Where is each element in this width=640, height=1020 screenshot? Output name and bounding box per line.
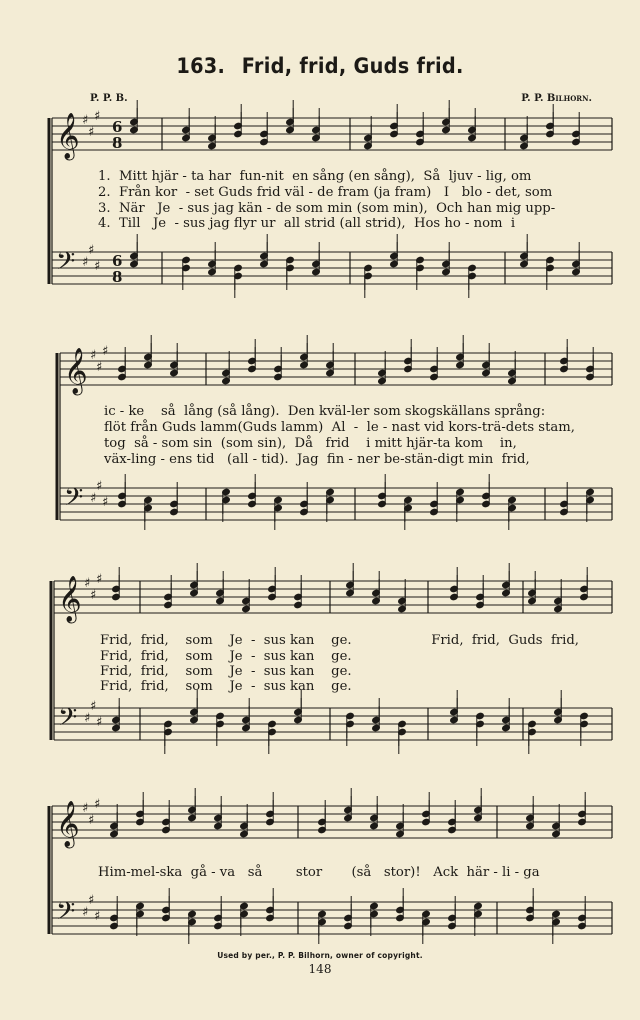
sharp-sign: ♯ — [82, 905, 89, 920]
composer-credit: P. P. Bilhorn. — [521, 93, 592, 104]
treble-clef: 𝄞 — [56, 801, 80, 847]
sharp-sign: ♯ — [102, 495, 109, 510]
lyric-line: 2. Från kor - set Guds frid väl - de fram (ja fram) I blo - det, som — [98, 185, 553, 200]
sharp-sign: ♯ — [90, 699, 97, 714]
sharp-sign: ♯ — [88, 893, 95, 908]
time-signature-top: 6 — [112, 252, 123, 270]
sharp-sign: ♯ — [84, 576, 91, 591]
time-signature-bottom: 8 — [112, 268, 123, 286]
lyric-line: Frid, frid, som Je - sus kan ge. — [100, 664, 352, 679]
sharp-sign: ♯ — [90, 588, 97, 603]
hymn-number: 163. — [176, 54, 226, 78]
lyric-line: Him-mel-ska gå - va så stor (så stor)! Ack här - li - ga — [98, 865, 540, 880]
treble-clef: 𝄞 — [56, 113, 80, 159]
time-signature-bottom: 8 — [112, 134, 123, 152]
sharp-sign: ♯ — [96, 360, 103, 375]
sharp-sign: ♯ — [96, 479, 103, 494]
sharp-sign: ♯ — [90, 491, 97, 506]
sharp-sign: ♯ — [88, 125, 95, 140]
lyric-line: 4. Till Je - sus jag flyr ur all strid (all strid), Hos ho - nom i — [98, 216, 516, 231]
author-credit: P. P. B. — [90, 93, 128, 104]
sharp-sign: ♯ — [94, 109, 101, 124]
sharp-sign: ♯ — [94, 259, 101, 274]
lyric-line: 3. När Je - sus jag kän - de som min (som min), Och han mig upp- — [98, 201, 556, 216]
hymn-title-text: Frid, frid, Guds frid. — [241, 54, 464, 78]
treble-clef: 𝄞 — [64, 348, 88, 394]
copyright-notice: Used by per., P. P. Bilhorn, owner of copyright. — [217, 951, 423, 960]
sharp-sign: ♯ — [94, 797, 101, 812]
sharp-sign: ♯ — [102, 344, 109, 359]
page-number: 148 — [308, 962, 332, 976]
sharp-sign: ♯ — [94, 909, 101, 924]
lyric-line: ic - ke så lång (så lång). Den kväl-ler som skogskällans språng: — [104, 404, 546, 419]
sharp-sign: ♯ — [88, 813, 95, 828]
sharp-sign: ♯ — [96, 572, 103, 587]
sharp-sign: ♯ — [82, 113, 89, 128]
treble-clef: 𝄞 — [58, 576, 82, 622]
lyric-line: väx-ling - ens tid (all - tid). Jag fin - ner be-stän-digt min frid, — [104, 452, 530, 467]
lyric-line: Frid, frid, som Je - sus kan ge. — [100, 649, 352, 664]
sharp-sign: ♯ — [96, 715, 103, 730]
sharp-sign: ♯ — [90, 348, 97, 363]
lyric-line: 1. Mitt hjär - ta har fun-nit en sång (en sång), Så ljuv - lig, om — [98, 169, 532, 184]
bass-clef: 𝄢 — [56, 247, 76, 282]
sharp-sign: ♯ — [84, 711, 91, 726]
lyric-line: Frid, frid, som Je - sus kan ge. Frid, frid, Guds frid, — [100, 633, 579, 648]
lyric-line: Frid, frid, som Je - sus kan ge. — [100, 679, 352, 694]
sharp-sign: ♯ — [82, 255, 89, 270]
bass-clef: 𝄢 — [58, 703, 78, 738]
lyric-line: flöt från Guds lamm(Guds lamm) Al - le - nast vid kors-trä-dets stam, — [104, 420, 575, 435]
sharp-sign: ♯ — [88, 243, 95, 258]
bass-clef: 𝄢 — [64, 483, 84, 518]
lyric-line: tog så - som sin (som sin), Då frid i mitt hjär-ta kom in, — [104, 436, 517, 451]
sharp-sign: ♯ — [82, 801, 89, 816]
bass-clef: 𝄢 — [56, 897, 76, 932]
time-signature-top: 6 — [112, 118, 123, 136]
